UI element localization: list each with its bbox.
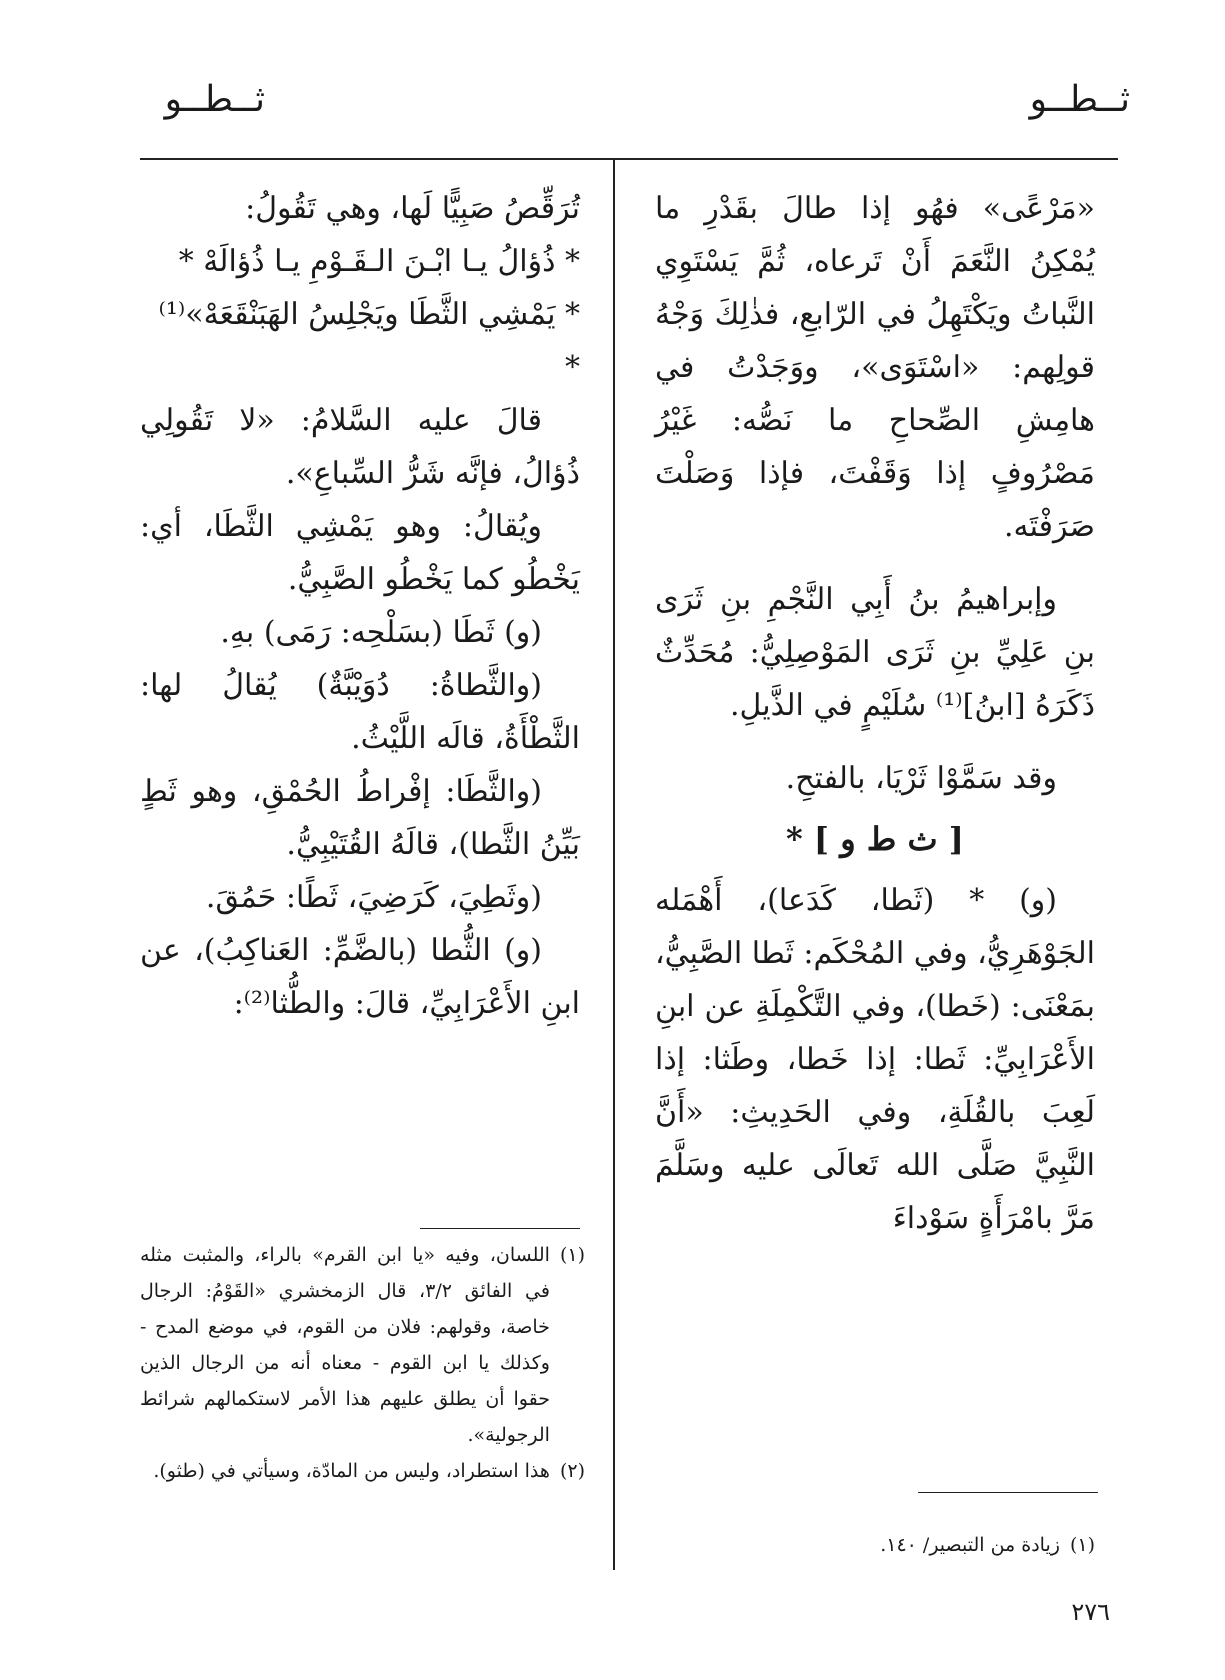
right-column bbox=[655, 182, 1095, 1245]
paragraph: (والثَّطاةُ: دُوَيْبَّةٌ) يُقالُ لها: الثَّطْأَةُ، قالَه اللَّيْثُ. bbox=[140, 668, 580, 756]
paragraph: وقد سَمَّوْا ثَرْيَا، بالفتحِ. bbox=[785, 761, 1057, 796]
paragraph: وإبراهيمُ بنُ أَبِي النَّجْمِ بنِ ثَرَى بنِ عَلِيِّ بنِ ثَرَى المَوْصِلِيُّ: مُحَدِّثٌ ذَكَرَهُ [ابنُ]⁽¹⁾ سُلَيْمٍ في الذَّيلِ. bbox=[655, 582, 1095, 723]
paragraph: (و) * (ثَطا، كَدَعا)، أَهْمَله الجَوْهَرِيُّ، وفي المُحْكَم: ثَطا الصَّبِيُّ، بمَعْنَى: (خَطا)، وفي التَّكْمِلَةِ عن ابنِ الأَعْرَابِيِّ: ثَطا: إذا خَطا، وطَثا: إذا لَعِبَ بالقُلَةِ، وفي الحَدِيثِ: «أَنَّ النَّبِيَّ صَلَّى الله تَعالَى عليه وسَلَّمَ مَرَّ بامْرَأَةٍ سَوْداءَ bbox=[654, 883, 1095, 1236]
footnote-rule-left bbox=[420, 1228, 580, 1229]
header-rule bbox=[140, 158, 1118, 160]
running-head-left: ثــطــو bbox=[164, 79, 265, 120]
footnotes-left bbox=[140, 1237, 585, 1489]
entry-heading: [ ث ط و ] * bbox=[786, 820, 964, 858]
running-head-right: ثــطــو bbox=[1029, 79, 1130, 120]
footnote-number: (٢) bbox=[559, 1460, 585, 1482]
paragraph: (و) ثَطَا (بسَلْحِه: رَمَى) بهِ. bbox=[220, 615, 542, 650]
footnote bbox=[140, 1237, 585, 1453]
page-number: ٢٧٦ bbox=[1071, 1598, 1110, 1626]
verse-line: * يَمْشِي الثَّطَا ويَجْلِسُ الهَبَنْقَعَهْ»⁽¹⁾ * bbox=[158, 297, 580, 385]
footnote-text: زيادة من التبصير/ ١٤٠. bbox=[880, 1534, 1060, 1556]
paragraph: تُرَقِّصُ صَبِيًّا لَها، وهي تَقُولُ: bbox=[245, 191, 580, 226]
paragraph: (والثَّطَا: إفْراطُ الحُمْقِ، وهو ثَطٍ بَيِّنُ الثَّطا)، قالَهُ القُتَيْبِيُّ. bbox=[140, 774, 580, 862]
paragraph: ويُقالُ: وهو يَمْشِي الثَّطَا، أي: يَخْطُو كما يَخْطُو الصَّبِيُّ. bbox=[140, 509, 580, 597]
footnote bbox=[655, 1527, 1095, 1563]
paragraph: قالَ عليه السَّلامُ: «لا تَقُولِي ذُؤالُ، فإنَّه شَرُّ السِّباعِ». bbox=[140, 403, 580, 491]
footnote-rule-right bbox=[918, 1492, 1098, 1493]
paragraph: (و) الثُّطا (بالضَّمِّ: العَناكِبُ)، عن ابنِ الأَعْرَابِيِّ، قالَ: والطُّثا⁽²⁾: bbox=[140, 933, 580, 1021]
footnote bbox=[140, 1453, 585, 1489]
paragraph: (وثَطِيَ، كَرَضِيَ، ثَطًا: حَمُقَ. bbox=[205, 880, 542, 915]
footnote-number: (١) bbox=[1069, 1534, 1095, 1556]
paragraph: «مَرْعًى» فهُو إذا طالَ بقَدْرِ ما يُمْكِنُ النَّعَمَ أَنْ تَرعاه، ثُمَّ يَسْتَوِي النَّباتُ ويَكْتَهِلُ في الرّابعِ، فذٰلِكَ وَجْهُ قولِهم: «اسْتَوَى»، ووَجَدْتُ في هامِشِ الصِّحاحِ ما نَصُّه: غَيْرُ مَصْرُوفٍ إذا وَقَفْتَ، فإذا وَصَلْتَ صَرَفْتَه. bbox=[655, 191, 1095, 544]
footnotes-right bbox=[655, 1527, 1095, 1563]
footnote-number: (١) bbox=[559, 1244, 585, 1266]
footnote-text: اللسان، وفيه «يا ابن القرم» بالراء، والمثبت مثله في الفائق ٣/٢، قال الزمخشري «القَوْمُ: الرجال خاصة، وقولهم: فلان من القوم، في موضع المدح - وكذلك يا ابن القوم - معناه أنه من الرجال الذين حقوا أن يطلق عليهم هذا الأمر لاستكمالهم شرائط الرجولية». bbox=[140, 1244, 550, 1446]
column-divider bbox=[613, 158, 615, 1570]
footnote-text: هذا استطراد، وليس من المادّة، وسيأتي في (طثو). bbox=[153, 1460, 550, 1482]
verse-line: * ذُؤالُ يـا ابْـنَ الـقَـوْمِ يـا ذُؤالَهْ * bbox=[178, 244, 580, 279]
left-column bbox=[140, 182, 580, 1030]
